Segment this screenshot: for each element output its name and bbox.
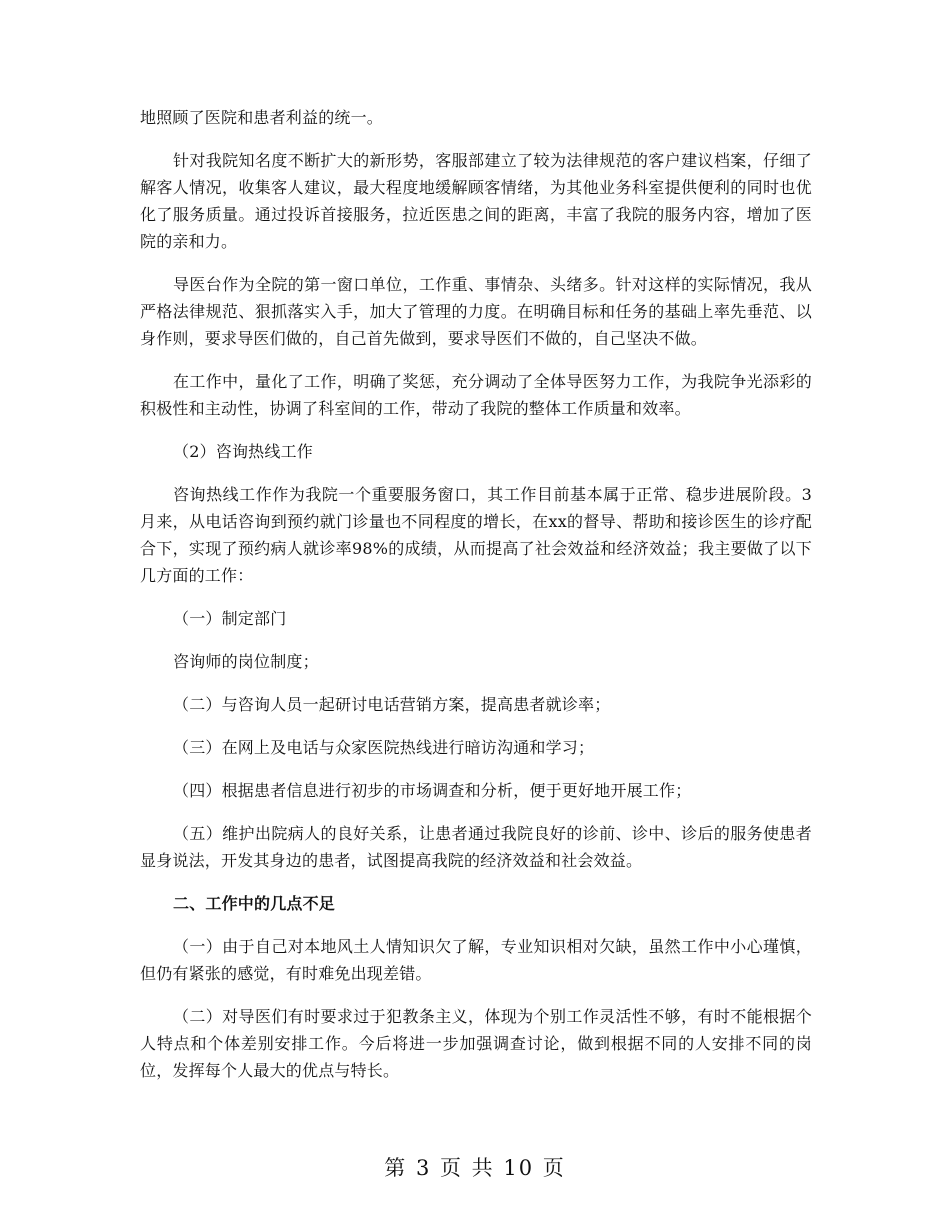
- page-number-footer: 第 3 页 共 10 页: [384, 1156, 566, 1180]
- shortcoming-item-1: （一）由于自己对本地风土人情知识欠了解，专业知识相对欠缺，虽然工作中小心瑾慎，但仍有紧张的感觉，有时难免出现差错。: [140, 937, 812, 983]
- paragraph-customer-service: 针对我院知名度不断扩大的新形势，客服部建立了较为法律规范的客户建议档案，仔细了解客人情况，收集客人建议，最大程度地缓解顾客情绪，为其他业务科室提供便利的同时也优化了服务质量。通过投诉首接服务，拉近医患之间的距离，丰富了我院的服务内容，增加了医院的亲和力。: [140, 151, 812, 251]
- shortcoming-item-2: （二）对导医们有时要求过于犯教条主义，体现为个别工作灵活性不够，有时不能根据个人特点和个体差别安排工作。今后将进一步加强调查讨论，做到根据不同的人安排不同的岗位，发挥每个人最大的优点与特长。: [140, 1007, 812, 1080]
- paragraph-guide-desk: 导医台作为全院的第一窗口单位，工作重、事情杂、头绪多。针对这样的实际情况，我从严格法律规范、狠抓落实入手，加大了管理的力度。在明确目标和任务的基础上率先垂范、以身作则，要求导医们做的，自己首先做到，要求导医们不做的，自己坚决不做。: [140, 275, 812, 348]
- list-item-2: （二）与咨询人员一起研讨电话营销方案，提高患者就诊率；: [173, 695, 611, 714]
- list-item-4: （四）根据患者信息进行初步的市场调查和分析，便于更好地开展工作；: [173, 781, 692, 800]
- list-item-1: （一）制定部门: [173, 609, 287, 628]
- paragraph-quantified-work: 在工作中，量化了工作，明确了奖惩，充分调动了全体导医努力工作，为我院争光添彩的积极性和主动性，协调了科室间的工作，带动了我院的整体工作质量和效率。: [140, 372, 812, 418]
- document-body: [140, 104, 812, 1100]
- paragraph-continuation: 地照顾了医院和患者利益的统一。: [140, 108, 384, 127]
- list-item-5: （五）维护出院病人的良好关系，让患者通过我院良好的诊前、诊中、诊后的服务使患者显身说法，开发其身边的患者，试图提高我院的经济效益和社会效益。: [140, 824, 812, 870]
- section-heading-shortcomings: 二、工作中的几点不足: [173, 894, 336, 913]
- list-item-3: （三）在网上及电话与众家医院热线进行暗访沟通和学习；: [173, 738, 595, 757]
- list-item-1-continued: 咨询师的岗位制度；: [173, 652, 319, 671]
- subheading-hotline: （2）咨询热线工作: [173, 442, 313, 461]
- paragraph-hotline-work: 咨询热线工作作为我院一个重要服务窗口，其工作目前基本属于正常、稳步进展阶段。3月来，从电话咨询到预约就门诊量也不同程度的增长，在xx的督导、帮助和接诊医生的诊疗配合下，实现了预约病人就诊率98%的成绩，从而提高了社会效益和经济效益；我主要做了以下几方面的工作：: [140, 485, 812, 585]
